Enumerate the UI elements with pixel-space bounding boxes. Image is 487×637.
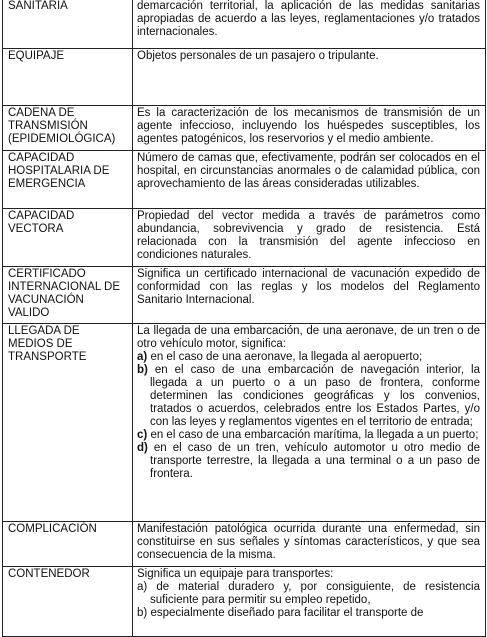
glossary-row: [3, 151, 486, 209]
list-item-text: en el caso de una aeronave, la llegada al aeropuerto;: [150, 351, 423, 363]
term-cell: CAPACIDAD VECTORA: [3, 209, 133, 267]
definition-list-item: [137, 351, 480, 364]
list-item-text: en el caso de un tren, vehículo automotor u otro medio de transporte terrestre, la llegada a una terminal o a un paso de frontera.: [150, 442, 480, 480]
list-item-text: especialmente diseñado para facilitar el transporte de: [150, 607, 424, 619]
definition-cell: Manifestación patológica ocurrida durante una enfermedad, sin constituirse en sus señales y síntomas característicos, y que sea consecuencia de la misma.: [133, 522, 486, 567]
term-cell: LLEGADA DE MEDIOS DE TRANSPORTE: [3, 324, 133, 522]
definition-list-item: [137, 607, 480, 620]
term-cell: CAPACIDAD HOSPITALARIA DE EMERGENCIA: [3, 151, 133, 209]
list-marker: c): [137, 429, 148, 441]
term-cell: COMPLICACIÓN: [3, 522, 133, 567]
definition-intro: Significa un equipaje para transportes:: [137, 568, 334, 580]
glossary-table: [2, 0, 486, 637]
glossary-row: [3, 49, 486, 106]
list-marker: a): [137, 581, 148, 593]
definition-cell: Significa un certificado internacional de vacunación expedido de conformidad con las reglas y los modelos del Reglamento Sanitario Internacional.: [133, 267, 486, 324]
definition-cell: [133, 567, 486, 637]
definition-cell: Propiedad del vector medida a través de parámetros como abundancia, sobrevivencia y grado de resistencia. Está relacionada con la transmisión del agente infeccioso en condiciones naturales.: [133, 209, 486, 267]
definition-cell: demarcación territorial, la aplicación de las medidas sanitarias apropiadas de acuerdo a las leyes, reglamentaciones y/o tratados internacionales.: [133, 0, 486, 49]
glossary-row: [3, 0, 486, 49]
glossary-row: [3, 209, 486, 267]
glossary-row: [3, 267, 486, 324]
list-item-text: en el caso de una embarcación marítima, la llegada a un puerto;: [150, 429, 479, 441]
definition-intro: La llegada de una embarcación, de una aeronave, de un tren o de otro vehículo motor, significa:: [137, 325, 480, 350]
glossary-row: [3, 324, 486, 522]
term-cell: CERTIFICADO INTERNACIONAL DE VACUNACIÓN VALIDO: [3, 267, 133, 324]
definition-cell: Es la caracterización de los mecanismos de transmisión de un agente infeccioso, incluyendo los huéspedes susceptibles, los agentes patogénicos, los reservorios y el medio ambiente.: [133, 106, 486, 151]
term-cell: EQUIPAJE: [3, 49, 133, 106]
glossary-row: [3, 567, 486, 637]
definition-cell: Número de camas que, efectivamente, podrán ser colocados en el hospital, en circunstancias anormales o de calamidad pública, con aprovechamiento de las áreas consideradas utilizables.: [133, 151, 486, 209]
list-marker: a): [137, 351, 148, 363]
definition-list-item: [137, 581, 480, 607]
list-item-text: de material duradero y, por consiguiente, de resistencia suficiente para permitir su empleo repetido,: [150, 581, 480, 606]
definition-list-item: [137, 364, 480, 429]
list-marker: d): [137, 442, 148, 454]
definition-cell: Objetos personales de un pasajero o tripulante.: [133, 49, 486, 106]
term-cell: SANITARIA: [3, 0, 133, 49]
definition-list-item: [137, 442, 480, 481]
definition-cell: [133, 324, 486, 522]
glossary-row: [3, 522, 486, 567]
list-marker: b): [137, 607, 148, 619]
glossary-row: [3, 106, 486, 151]
list-marker: b): [137, 364, 148, 376]
term-cell: CONTENEDOR: [3, 567, 133, 637]
term-cell: CADENA DE TRANSMISIÓN (EPIDEMIOLÓGICA): [3, 106, 133, 151]
list-item-text: en el caso de una embarcación de navegación interior, la llegada a un puerto o a un paso de frontera, conforme determinen las condiciones geográficas y los convenios, tratados o acuerdos, celebrados entre los Estados Partes, y/o con las leyes y reglamentos vigentes en el territorio de entrada;: [150, 364, 480, 428]
definition-list-item: [137, 429, 480, 442]
